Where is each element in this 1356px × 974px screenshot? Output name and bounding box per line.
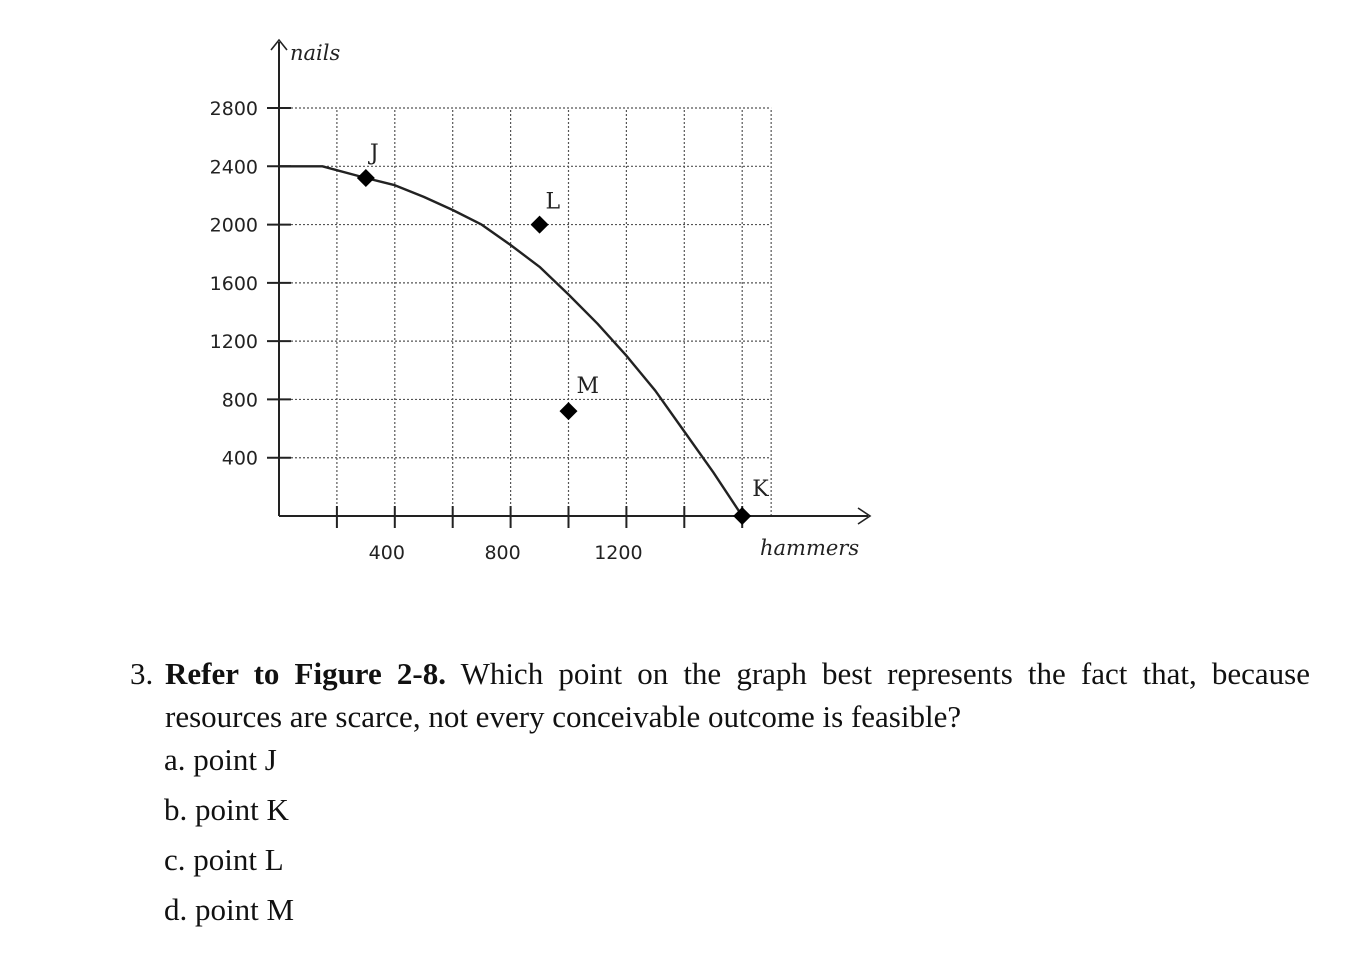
y-tick-label-2000: 2000 (209, 214, 258, 237)
point-l-label: L (545, 189, 561, 215)
point-k-marker (733, 507, 751, 525)
option-a[interactable]: a. point J (164, 742, 277, 777)
point-l-marker (531, 216, 549, 234)
question-number: 3. (130, 656, 154, 691)
question-text (165, 652, 1310, 738)
y-tick-label-2800: 2800 (209, 98, 258, 121)
x-tick-label-800: 800 (484, 542, 521, 564)
y-tick-label-400: 400 (221, 447, 258, 470)
y-axis-title: nails (290, 41, 341, 65)
point-j-marker (357, 169, 375, 187)
point-j-label: J (369, 140, 379, 166)
option-b[interactable]: b. point K (164, 792, 289, 827)
option-c[interactable]: c. point L (164, 842, 284, 877)
answer-options (164, 738, 294, 938)
point-k-label: K (752, 477, 769, 502)
gridlines (279, 108, 771, 516)
x-axis-title: hammers (760, 536, 860, 560)
question-block (130, 652, 1310, 738)
figure-reference: Refer to Figure 2-8. (165, 656, 446, 691)
option-d[interactable]: d. point M (164, 892, 295, 927)
point-m-marker (560, 402, 578, 420)
x-tick-label-400: 400 (368, 542, 405, 564)
y-tick-label-2400: 2400 (209, 156, 258, 179)
ppf-chart (0, 0, 900, 600)
x-tick-label-1200: 1200 (594, 542, 643, 564)
point-m-label: M (576, 374, 600, 400)
data-points (357, 141, 769, 525)
question-prompt: Which point on the graph best represents the fact that, because resources are scarce, not every conceivable outcome is feasible? (165, 656, 1310, 734)
y-tick-label-800: 800 (221, 389, 258, 412)
y-tick-label-1600: 1600 (209, 272, 258, 295)
y-tick-label-1200: 1200 (209, 331, 258, 354)
